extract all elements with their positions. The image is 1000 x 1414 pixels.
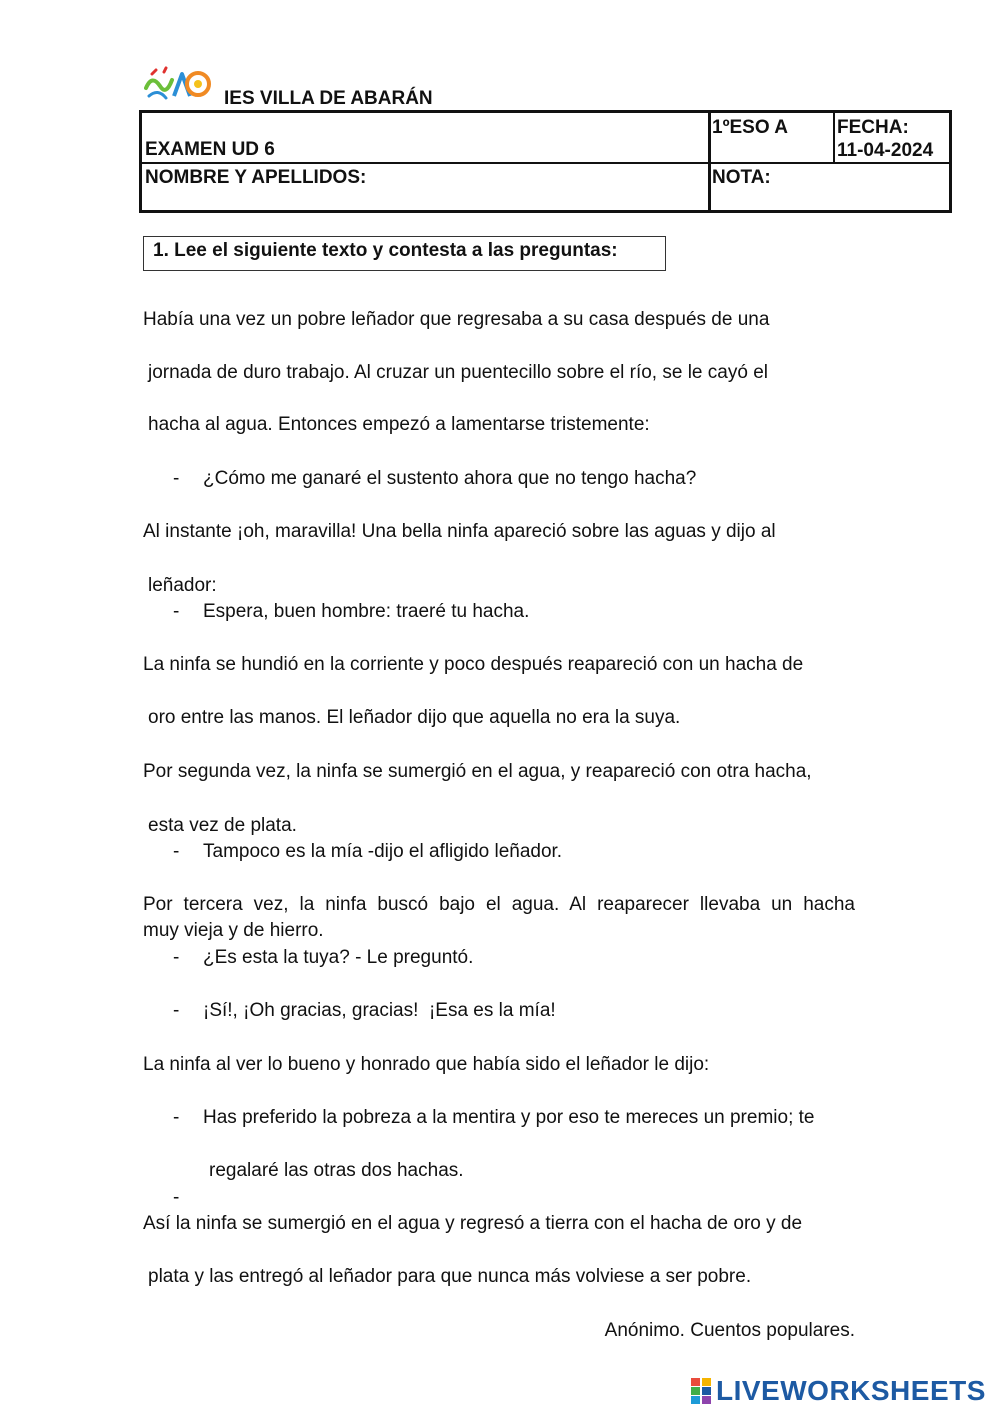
dialogue-line: ¿Es esta la tuya? - Le preguntó. <box>203 947 474 968</box>
story-line: jornada de duro trabajo. Al cruzar un puentecillo sobre el río, se le cayó el <box>148 362 768 383</box>
question-title <box>153 240 618 262</box>
date-value: 11-04-2024 <box>837 140 934 161</box>
dialogue-line: ¿Cómo me ganaré el sustento ahora que no tengo hacha? <box>203 468 697 489</box>
watermark-text: LIVEWORKSHEETS <box>716 1375 986 1406</box>
story-line: Por tercera vez, la ninfa buscó bajo el agua. Al reaparecer llevaba un hacha <box>143 894 855 915</box>
dialogue-line: ¡Sí!, ¡Oh gracias, gracias! ¡Esa es la mía! <box>203 1000 556 1021</box>
dialogue-dash: - <box>173 947 180 968</box>
story-line: Había una vez un pobre leñador que regresaba a su casa después de una <box>143 309 770 330</box>
story-line: La ninfa se hundió en la corriente y poco después reapareció con un hacha de <box>143 654 804 675</box>
story-line: plata y las entregó al leñador para que nunca más volviese a ser pobre. <box>148 1266 752 1287</box>
dialogue-dash: - <box>173 601 180 622</box>
exam-group: 1ºESO A <box>712 117 788 138</box>
story-line: Así la ninfa se sumergió en el agua y regresó a tierra con el hacha de oro y de <box>143 1213 803 1234</box>
dialogue-line: Has preferido la pobreza a la mentira y por eso te mereces un premio; te <box>203 1107 815 1128</box>
story-line: oro entre las manos. El leñador dijo que aquella no era la suya. <box>148 707 681 728</box>
exam-title: EXAMEN UD 6 <box>145 139 275 160</box>
question-text: . Lee el siguiente texto y contesta a las preguntas: <box>163 240 618 261</box>
dialogue-line: Espera, buen hombre: traeré tu hacha. <box>203 601 530 622</box>
liveworksheets-watermark <box>690 1375 986 1407</box>
dialogue-dash: - <box>173 841 180 862</box>
school-name: IES VILLA DE ABARÁN <box>224 88 433 109</box>
dialogue-dash: - <box>173 1187 180 1208</box>
name-label: NOMBRE Y APELLIDOS: <box>145 167 367 188</box>
dialogue-line: Tampoco es la mía -dijo el afligido leñador. <box>203 841 563 862</box>
grade-label: NOTA: <box>712 167 771 188</box>
story-line: esta vez de plata. <box>148 815 297 836</box>
story-line: La ninfa al ver lo bueno y honrado que había sido el leñador le dijo: <box>143 1054 710 1075</box>
school-logo-icon <box>144 66 214 106</box>
dialogue-dash: - <box>173 1107 180 1128</box>
dialogue-dash: - <box>173 468 180 489</box>
story-line: Al instante ¡oh, maravilla! Una bella ninfa apareció sobre las aguas y dijo al <box>143 521 776 542</box>
story-line: muy vieja y de hierro. <box>143 920 324 941</box>
liveworksheets-logo-icon <box>690 1377 712 1405</box>
dialogue-dash: - <box>173 1000 180 1021</box>
exam-header-table <box>139 110 952 213</box>
date-label: FECHA: <box>837 117 909 138</box>
dialogue-line: regalaré las otras dos hachas. <box>209 1160 464 1181</box>
story-line: leñador: <box>148 575 217 596</box>
question-number: 1 <box>153 240 164 261</box>
story-source: Anónimo. Cuentos populares. <box>604 1320 855 1341</box>
story-line: hacha al agua. Entonces empezó a lamentarse tristemente: <box>148 414 650 435</box>
story-line: Por segunda vez, la ninfa se sumergió en el agua, y reapareció con otra hacha, <box>143 761 812 782</box>
